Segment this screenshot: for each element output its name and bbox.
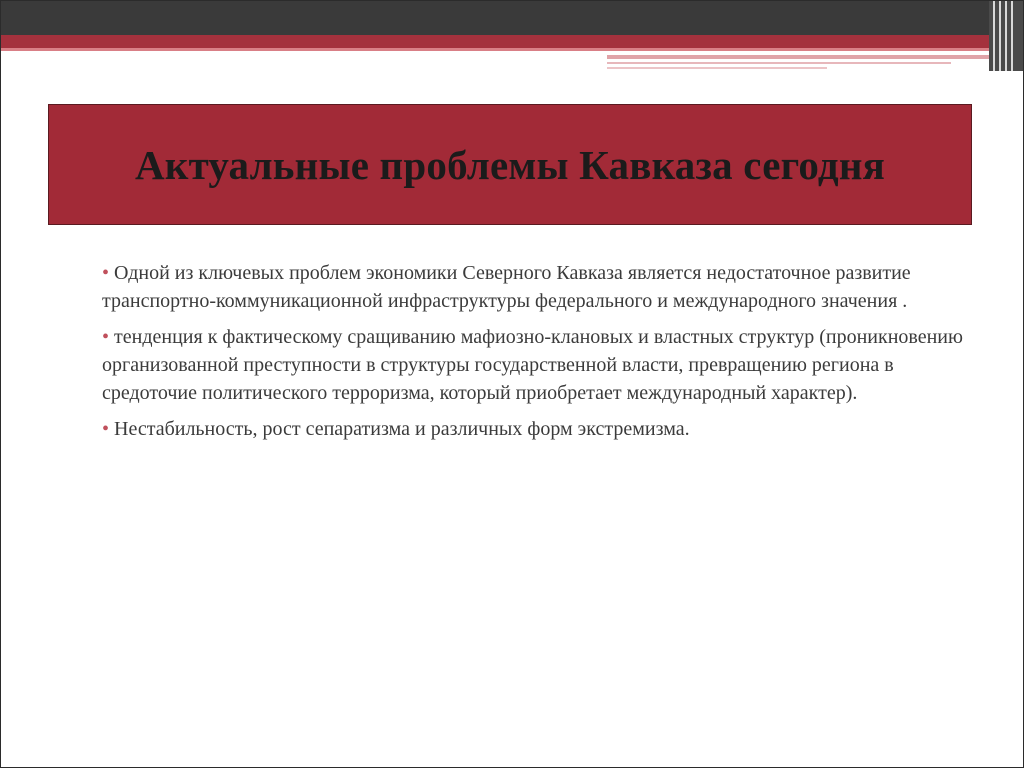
- bullet-icon: •: [102, 418, 110, 440]
- accent-line: [607, 67, 827, 69]
- bullet-text: тенденция к фактическому сращиванию мафиозно-клановых и властных структур (проникновению организованной преступности в структуры государственной власти, превращению региона в средоточие политического терроризма, который приобретает международный характер).: [102, 326, 963, 404]
- stripe: [1005, 1, 1007, 71]
- accent-line: [607, 62, 951, 64]
- stripe: [999, 1, 1001, 71]
- stripe: [1011, 1, 1013, 71]
- slide-title: Актуальные проблемы Кавказа сегодня: [134, 141, 886, 188]
- bullet-item: [102, 259, 972, 315]
- top-red-light-bar: [1, 48, 1024, 51]
- bullet-text: Одной из ключевых проблем экономики Северного Кавказа является недостаточное развитие транспортно-коммуникационной инфраструктуры федерального и международного значения .: [102, 262, 911, 312]
- bullet-icon: •: [102, 262, 110, 284]
- bullet-item: [102, 415, 972, 443]
- top-red-bar: [1, 35, 1024, 48]
- stripe: [993, 1, 995, 71]
- title-box: [48, 104, 972, 225]
- accent-line: [607, 55, 1003, 59]
- decorative-stripes: [989, 1, 1023, 71]
- slide-content: [102, 259, 972, 451]
- bullet-item: [102, 323, 972, 407]
- bullet-text: Нестабильность, рост сепаратизма и различных форм экстремизма.: [114, 418, 690, 440]
- bullet-icon: •: [102, 326, 110, 348]
- top-dark-bar: [1, 1, 1024, 35]
- bullet-list: [102, 259, 972, 443]
